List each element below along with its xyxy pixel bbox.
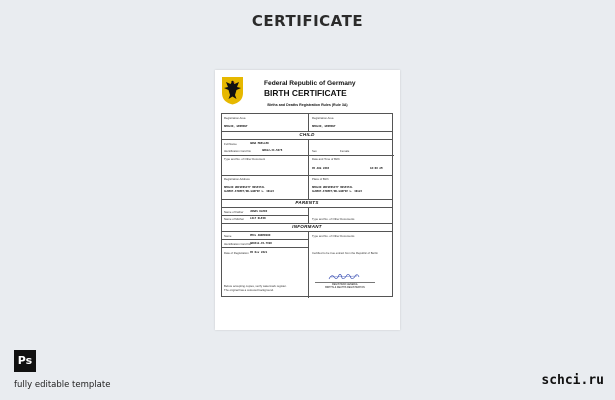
document-subtitle: Births and Deaths Registration Rules (Rule 3A) <box>267 103 348 107</box>
full-name-label: Full Name <box>224 142 237 146</box>
divider <box>222 139 392 140</box>
child-id-value: ABK12-34-5678 <box>262 149 283 152</box>
divider <box>222 175 392 176</box>
informant-id-label: Identification Card No <box>224 242 251 246</box>
place-of-birth-line1: BERLIN UNIVERSITY HOSPITAL <box>312 186 353 189</box>
divider <box>308 155 394 156</box>
registration-area-value: BERLIN, GERMANY <box>224 125 248 128</box>
full-name-value: ANNA MUELLER <box>250 142 269 145</box>
tagline: fully editable template <box>14 380 111 390</box>
certificate-form <box>221 113 393 297</box>
parents-other-document-label: Type and No. of Other Documents <box>312 217 355 221</box>
registration-address-line2: ALBERT-STREET/DR.GARFIE L. 40123 <box>224 190 274 193</box>
divider <box>222 247 308 248</box>
divider <box>222 231 392 232</box>
divider <box>222 239 308 240</box>
father-value: JONAS KLEIN <box>250 210 268 213</box>
parents-section-heading: PARENTS <box>295 200 319 205</box>
document-title: BIRTH CERTIFICATE <box>264 88 347 98</box>
issuer-block <box>315 283 375 289</box>
child-section-heading: CHILD <box>299 132 315 137</box>
divider <box>222 207 392 208</box>
registration-address-label: Registration Address <box>224 177 250 181</box>
sex-value: Female <box>340 149 350 153</box>
column-divider <box>308 207 309 223</box>
informant-name-value: PHIL ANDERSON <box>250 234 271 237</box>
registration-area-right-label: Registration Area <box>312 116 334 120</box>
informant-id-value: AB0312-45-7890 <box>250 242 272 245</box>
birth-time-value: 10:00 AM <box>370 167 383 170</box>
child-other-document-label: Type and No. of Other Document <box>224 157 266 161</box>
certificate-document <box>215 70 400 330</box>
birth-datetime-label: Date and Time of Birth <box>312 157 340 161</box>
sex-label: Sex <box>312 149 317 153</box>
registration-area-label: Registration Area <box>224 116 246 120</box>
issuer-line2: BIRTHS & DEATHS REGISTRATION <box>325 286 365 289</box>
place-of-birth-line2: ALBERT-STREET/DR.GARFIE L. 40123 <box>312 190 362 193</box>
informant-other-document-label: Type and No. of Other Documents <box>312 234 355 238</box>
divider <box>222 215 308 216</box>
country-name: Federal Republic of Germany <box>264 80 356 87</box>
child-id-label: Identification Card No <box>224 149 251 153</box>
column-divider <box>308 231 309 298</box>
verification-note-line1: Before accepting copies, verify watermark register. <box>224 284 287 288</box>
registration-date-value: 05 Nov 2021 <box>250 251 268 254</box>
father-label: Name of Father <box>224 210 244 214</box>
coat-of-arms-icon <box>221 76 244 105</box>
certified-text: Certified to be true extract from the Republic of Berlin <box>312 251 378 255</box>
photoshop-icon: Ps <box>14 350 36 372</box>
divider <box>222 155 308 156</box>
informant-name-label: Name <box>224 234 232 238</box>
informant-section-heading: INFORMANT <box>292 224 322 229</box>
issuer-line1: REGISTRAR GENERAL <box>331 283 359 286</box>
mother-value: LILY KLEIN <box>250 217 266 220</box>
column-divider <box>308 139 309 199</box>
registration-date-label: Date of Registration <box>224 251 249 255</box>
mother-label: Name of Mother <box>224 217 245 221</box>
column-divider <box>308 114 309 131</box>
site-name: schci.ru <box>541 373 604 388</box>
signature-image <box>328 272 360 281</box>
birth-date-value: 05 AUG 2003 <box>312 167 330 170</box>
verification-note-line2: The original has a coloured background. <box>224 288 274 292</box>
page-heading: CERTIFICATE <box>251 12 364 30</box>
registration-area-right-value: BERLIN, GERMANY <box>312 125 336 128</box>
registration-address-line1: BERLIN UNIVERSITY HOSPITAL <box>224 186 265 189</box>
place-of-birth-label: Place of Birth <box>312 177 329 181</box>
